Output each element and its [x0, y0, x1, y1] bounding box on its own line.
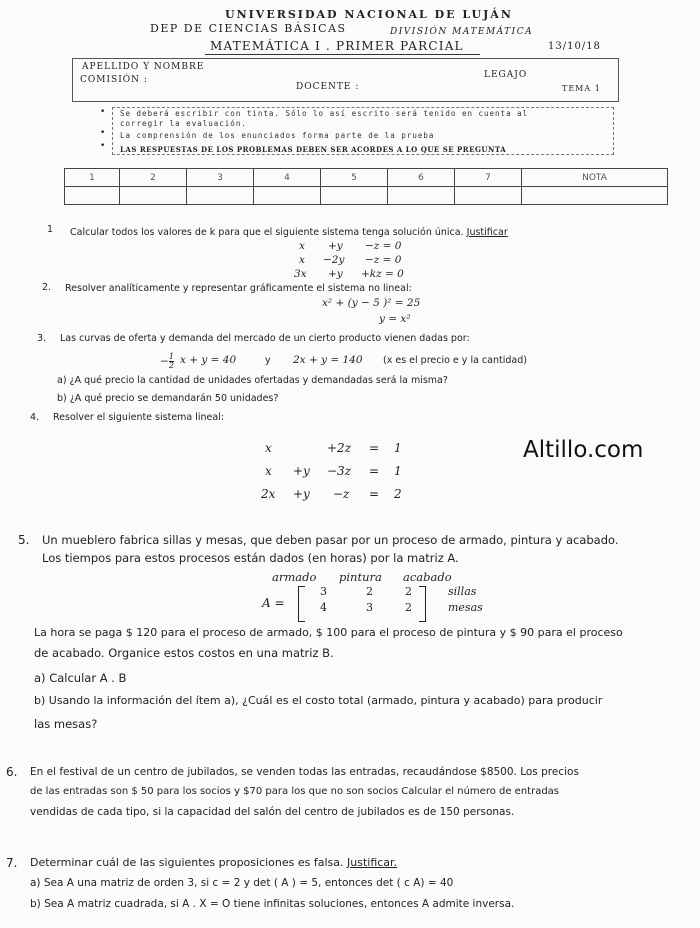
- grade-table-header-row: [65, 169, 668, 187]
- q5-m-21: 4: [320, 601, 327, 614]
- q5-a: a) Calcular A . B: [34, 671, 127, 685]
- q4-text: Resolver el siguiente sistema lineal:: [53, 412, 225, 423]
- tema-label: TEMA 1: [562, 84, 601, 93]
- q4-r1-z: +2z: [327, 441, 352, 455]
- q5-line1: Un mueblero fabrica sillas y mesas, que deben pasar por un proceso de armado, pintura y acabado.: [42, 533, 619, 547]
- q3-number: 3.: [37, 333, 47, 344]
- instruction-1b: corregir la evaluación.: [120, 119, 247, 128]
- q7-number: 7.: [6, 856, 18, 870]
- instruction-2: La comprensión de los enunciados forma parte de la prueba: [120, 131, 435, 140]
- bullet-icon: •: [100, 141, 106, 151]
- q1-eq-2-y: −2y: [323, 254, 345, 266]
- q2-eq-1: x² + (y − 5 )² = 25: [322, 297, 421, 309]
- grade-cell[interactable]: [522, 187, 668, 205]
- grade-cell[interactable]: [120, 187, 187, 205]
- q3-fraction: − $\frac{1}{2}$: [160, 352, 174, 370]
- q5-row-mesas: mesas: [448, 601, 483, 614]
- instruction-1: Se deberá escribir con tinta. Sólo lo así escrito será tenido en cuenta al: [120, 109, 529, 118]
- grade-cell[interactable]: [65, 187, 120, 205]
- q1-number: 1: [47, 224, 54, 235]
- department-name: DEP DE CIENCIAS BÁSICAS: [150, 22, 347, 35]
- title-underline: [205, 54, 480, 55]
- q5-col-armado: armado: [272, 570, 317, 584]
- q5-m-23: 2: [405, 601, 412, 614]
- q2-text: Resolver analíticamente y representar gráficamente el sistema no lineal:: [65, 283, 412, 294]
- grade-cell[interactable]: [455, 187, 522, 205]
- q3-conj: y: [265, 355, 271, 366]
- q4-r1-eq: =: [369, 441, 380, 455]
- division-name: DIVISIÓN MATEMÁTICA: [390, 27, 534, 37]
- q6-line3: vendidas de cada tipo, si la capacidad del salón del centro de jubilados es de 150 personas.: [30, 806, 515, 818]
- q1-eq-2-x: x: [299, 254, 305, 266]
- grade-header-cell: 6: [388, 169, 455, 187]
- comision-label: COMISIÓN :: [80, 75, 148, 85]
- q1-text: [70, 227, 508, 238]
- grade-cell[interactable]: [388, 187, 455, 205]
- q2-eq-2: y = x²: [379, 313, 411, 325]
- q4-r2-y: +y: [293, 464, 310, 478]
- grade-table: [64, 168, 668, 205]
- bullet-icon: •: [100, 128, 106, 138]
- altillo-watermark: Altillo.com: [523, 437, 644, 463]
- q4-number: 4.: [30, 412, 40, 423]
- exam-date: 13/10/18: [548, 41, 601, 52]
- q5-b2: las mesas?: [34, 717, 98, 731]
- q4-r2-x: x: [265, 464, 272, 478]
- q4-r2-rhs: 1: [394, 464, 402, 478]
- instruction-3: LAS RESPUESTAS DE LOS PROBLEMAS DEBEN SER ACORDES A LO QUE SE PREGUNTA: [120, 145, 507, 154]
- legajo-label: LEGAJO: [484, 70, 528, 80]
- grade-header-cell: 3: [187, 169, 254, 187]
- grade-table-score-row: [65, 187, 668, 205]
- bullet-icon: •: [100, 107, 106, 117]
- q4-r3-rhs: 2: [394, 487, 402, 501]
- q7-b: b) Sea A matriz cuadrada, si A . X = O tiene infinitas soluciones, entonces A admite inversa.: [30, 898, 515, 910]
- q7-statement: Determinar cuál de las siguientes proposiciones es falsa.: [30, 856, 344, 869]
- q1-eq-2-z: −z = 0: [365, 254, 402, 266]
- q3-eq-right: 2x + y = 140: [293, 354, 363, 366]
- q5-matrix-label: A =: [262, 596, 285, 610]
- q3-b: b) ¿A qué precio se demandarán 50 unidades?: [57, 393, 279, 404]
- q6-line1: En el festival de un centro de jubilados, se venden todas las entradas, recaudándose $8500. Los precios: [30, 766, 579, 778]
- grade-header-cell: 1: [65, 169, 120, 187]
- q6-line2: de las entradas son $ 50 para los socios y $70 para los que no son socios Calcular el número de entradas: [30, 786, 560, 797]
- grade-header-cell: NOTA: [522, 169, 668, 187]
- grade-header-cell: 4: [254, 169, 321, 187]
- q5-b: b) Usando la información del ítem a), ¿Cuál es el costo total (armado, pintura y acabado) para producir: [34, 694, 603, 707]
- grade-cell[interactable]: [254, 187, 321, 205]
- q4-r1-rhs: 1: [394, 441, 402, 455]
- q4-r2-z: −3z: [327, 464, 352, 478]
- q5-m-11: 3: [320, 585, 327, 598]
- q1-eq-1-z: −z = 0: [365, 240, 402, 252]
- grade-header-cell: 7: [455, 169, 522, 187]
- q1-eq-3-x: 3x: [294, 268, 307, 280]
- apellido-label: APELLIDO Y NOMBRE: [82, 62, 205, 72]
- q1-justificar: Justificar: [466, 227, 508, 238]
- matrix-right-bracket: [419, 586, 426, 622]
- grade-header-cell: 2: [120, 169, 187, 187]
- exam-title: MATEMÁTICA I . PRIMER PARCIAL: [210, 39, 464, 53]
- q1-eq-1-y: +y: [328, 240, 343, 252]
- q5-row-sillas: sillas: [448, 585, 477, 598]
- q1-eq-1-x: x: [299, 240, 305, 252]
- q4-r3-x: 2x: [261, 487, 276, 501]
- q5-m-22: 3: [366, 601, 373, 614]
- q5-line3: La hora se paga $ 120 para el proceso de armado, $ 100 para el proceso de pintura y $ 90 para el proceso: [34, 626, 623, 639]
- q5-m-12: 2: [366, 585, 373, 598]
- q7-justificar: Justificar.: [347, 856, 398, 869]
- q4-r1-x: x: [265, 441, 272, 455]
- q5-col-acabado: acabado: [403, 570, 452, 584]
- q1-statement: Calcular todos los valores de k para que el siguiente sistema tenga solución única.: [70, 227, 464, 238]
- grade-cell[interactable]: [321, 187, 388, 205]
- q3-note: (x es el precio e y la cantidad): [383, 355, 527, 366]
- q4-r3-z: −z: [333, 487, 350, 501]
- q7-a: a) Sea A una matriz de orden 3, si c = 2 y det ( A ) = 5, entonces det ( c A) = 40: [30, 877, 454, 889]
- grade-cell[interactable]: [187, 187, 254, 205]
- q3-eq-left: x + y = 40: [180, 354, 237, 366]
- q5-line4: de acabado. Organice estos costos en una matriz B.: [34, 646, 334, 660]
- q1-eq-3-z: +kz = 0: [361, 268, 404, 280]
- q4-r3-eq: =: [369, 487, 380, 501]
- q5-m-13: 2: [405, 585, 412, 598]
- q3-a: a) ¿A qué precio la cantidad de unidades ofertadas y demandadas será la misma?: [57, 375, 448, 386]
- q1-eq-3-y: +y: [328, 268, 343, 280]
- docente-label: DOCENTE :: [296, 82, 360, 92]
- q5-line2: Los tiempos para estos procesos están dados (en horas) por la matriz A.: [42, 551, 459, 565]
- q7-text: [30, 856, 397, 869]
- q2-number: 2.: [42, 282, 52, 293]
- q6-number: 6.: [6, 765, 18, 779]
- matrix-left-bracket: [298, 586, 305, 622]
- university-name: UNIVERSIDAD NACIONAL DE LUJÁN: [225, 8, 513, 21]
- q3-text: Las curvas de oferta y demanda del mercado de un cierto producto vienen dadas por:: [60, 333, 470, 344]
- q5-col-pintura: pintura: [339, 570, 382, 584]
- q4-r2-eq: =: [369, 464, 380, 478]
- q5-number: 5.: [18, 533, 30, 547]
- grade-header-cell: 5: [321, 169, 388, 187]
- q4-r3-y: +y: [293, 487, 310, 501]
